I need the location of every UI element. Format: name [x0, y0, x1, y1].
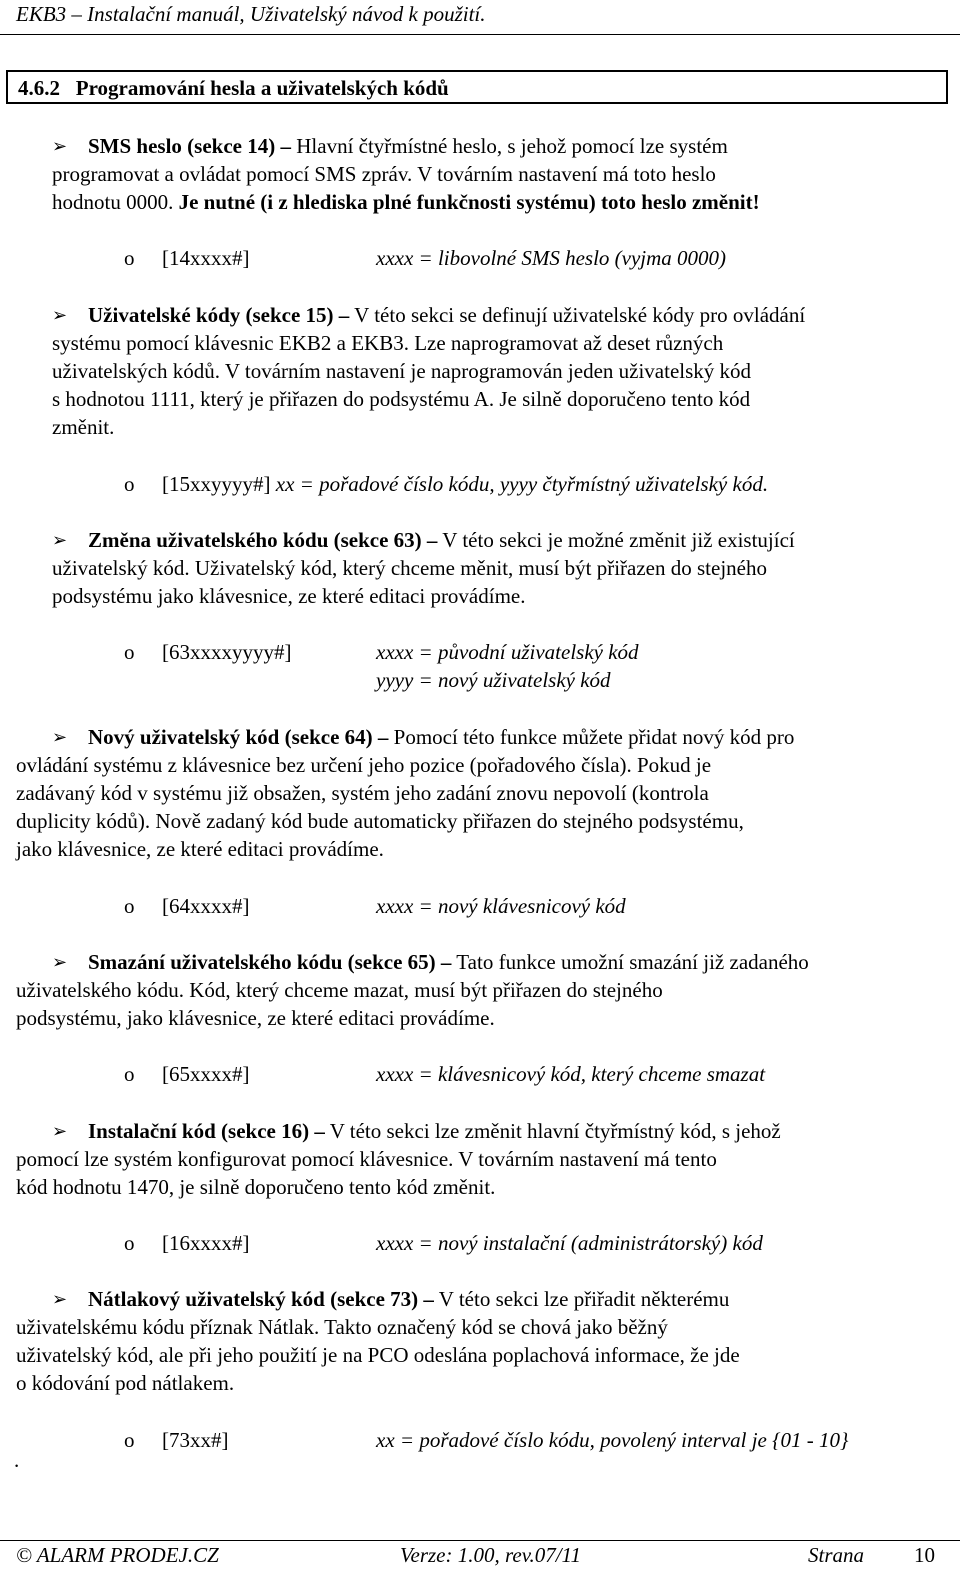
new-code-para-line-5: jako klávesnice, ze které editaci provádíme.	[16, 837, 384, 861]
section-title-text: Programování hesla a uživatelských kódů	[75, 76, 449, 100]
duress-code-command-description: xx = pořadové číslo kódu, povolený interval je {01 - 10}	[376, 1428, 849, 1452]
duress-code-para-line-1: Nátlakový uživatelský kód (sekce 73) – V této sekci lze přiřadit některému	[88, 1287, 730, 1311]
duress-code-para-line-3: uživatelský kód, ale při jeho použití je na PCO odeslána poplachová informace, že jde	[16, 1343, 740, 1367]
circle-bullet-icon: o	[124, 640, 135, 664]
circle-bullet-icon: o	[124, 1062, 135, 1086]
change-code-description-new: yyyy = nový uživatelský kód	[376, 668, 611, 692]
installer-code-para-line-1: Instalační kód (sekce 16) – V této sekci lze změnit hlavní čtyřmístný kód, s jehož	[88, 1119, 781, 1143]
user-codes-para-line-3: uživatelských kódů. V továrním nastavení je naprogramován jeden uživatelský kód	[52, 359, 752, 383]
user-codes-para-line-4: s hodnotou 1111, který je přiřazen do podsystému A. Je silně doporučeno tento kód	[52, 387, 751, 411]
change-code-para-line-3: podsystému jako klávesnice, ze které editaci provádíme.	[52, 584, 526, 608]
sms-password-para-line-3: hodnotu 0000. Je nutné (i z hlediska plné funkčnosti systému) toto heslo změnit!	[52, 190, 760, 214]
arrow-bullet-icon: ➢	[52, 1289, 68, 1309]
footer-page-label: Strana	[808, 1543, 865, 1567]
header-divider	[0, 34, 960, 35]
sms-password-command-description: xxxx = libovolné SMS heslo (vyjma 0000)	[376, 246, 727, 270]
circle-bullet-icon: o	[124, 246, 135, 270]
user-codes-para-line-1: Uživatelské kódy (sekce 15) – V této sekci se definují uživatelské kódy pro ovládání	[88, 303, 806, 327]
section-heading-box	[6, 70, 948, 104]
delete-code-para-line-3: podsystému, jako klávesnice, ze které editaci provádíme.	[16, 1006, 495, 1030]
footer-copyright: © ALARM PRODEJ.CZ	[16, 1543, 219, 1567]
stray-dot: .	[14, 1448, 20, 1472]
installer-code-para-line-2: pomocí lze systém konfigurovat pomocí klávesnice. V továrním nastavení má tento	[16, 1147, 717, 1171]
new-code-para-line-1: Nový uživatelský kód (sekce 64) – Pomocí této funkce můžete přidat nový kód pro	[88, 725, 795, 749]
arrow-bullet-icon: ➢	[52, 1121, 68, 1141]
duress-code-para-line-2: uživatelskému kódu příznak Nátlak. Takto označený kód se chová jako běžný	[16, 1315, 668, 1339]
circle-bullet-icon: o	[124, 472, 135, 496]
sms-password-command: [14xxxx#]	[162, 246, 250, 270]
change-code-command: [63xxxxyyyy#]	[162, 640, 292, 664]
arrow-bullet-icon: ➢	[52, 727, 68, 747]
change-code-para-line-2: uživatelský kód. Uživatelský kód, který chceme měnit, musí být přiřazen do stejného	[52, 556, 767, 580]
duress-code-command: [73xx#]	[162, 1428, 229, 1452]
new-code-para-line-4: duplicity kódů). Nově zadaný kód bude automaticky přiřazen do stejného podsystému,	[16, 809, 744, 833]
sms-password-para-line-1: SMS heslo (sekce 14) – Hlavní čtyřmístné heslo, s jehož pomocí lze systém	[88, 134, 728, 158]
new-code-para-line-2: ovládání systému z klávesnice bez určení jeho pozice (pořadového čísla). Pokud je	[16, 753, 712, 777]
installer-code-para-line-3: kód hodnotu 1470, je silně doporučeno tento kód změnit.	[16, 1175, 496, 1199]
footer-version: Verze: 1.00, rev.07/11	[400, 1543, 581, 1567]
user-codes-command: [15xxyyyy#]	[162, 472, 271, 496]
arrow-bullet-icon: ➢	[52, 136, 68, 156]
arrow-bullet-icon: ➢	[52, 305, 68, 325]
new-code-command-description: xxxx = nový klávesnicový kód	[376, 894, 626, 918]
change-code-para-line-1: Změna uživatelského kódu (sekce 63) – V této sekci je možné změnit již existující	[88, 528, 795, 552]
new-code-command: [64xxxx#]	[162, 894, 250, 918]
arrow-bullet-icon: ➢	[52, 952, 68, 972]
user-codes-para-line-5: změnit.	[52, 415, 115, 439]
section-heading	[18, 74, 449, 102]
installer-code-command: [16xxxx#]	[162, 1231, 250, 1255]
new-code-para-line-3: zadávaný kód v systému již obsažen, systém jeho zadání znovu nepovolí (kontrola	[16, 781, 709, 805]
delete-code-para-line-2: uživatelského kódu. Kód, který chceme mazat, musí být přiřazen do stejného	[16, 978, 663, 1002]
user-codes-command-line	[162, 470, 768, 498]
document-header-title: EKB3 – Instalační manuál, Uživatelský návod k použití.	[16, 2, 486, 26]
installer-code-command-description: xxxx = nový instalační (administrátorský) kód	[376, 1231, 763, 1255]
sms-password-para-line-2: programovat a ovládat pomocí SMS zpráv. V továrním nastavení má toto heslo	[52, 162, 716, 186]
footer-page-number: 10	[914, 1543, 935, 1567]
user-codes-command-description: xx = pořadové číslo kódu, yyyy čtyřmístný uživatelský kód.	[275, 472, 769, 496]
change-code-description-original: xxxx = původní uživatelský kód	[376, 640, 639, 664]
duress-code-para-line-4: o kódování pod nátlakem.	[16, 1371, 235, 1395]
section-number: 4.6.2	[18, 76, 60, 100]
arrow-bullet-icon: ➢	[52, 530, 68, 550]
circle-bullet-icon: o	[124, 894, 135, 918]
delete-code-command-description: xxxx = klávesnicový kód, který chceme smazat	[376, 1062, 766, 1086]
delete-code-command: [65xxxx#]	[162, 1062, 250, 1086]
circle-bullet-icon: o	[124, 1428, 135, 1452]
circle-bullet-icon: o	[124, 1231, 135, 1255]
delete-code-para-line-1: Smazání uživatelského kódu (sekce 65) – Tato funkce umožní smazání již zadaného	[88, 950, 809, 974]
user-codes-para-line-2: systému pomocí klávesnic EKB2 a EKB3. Lze naprogramovat až deset různých	[52, 331, 724, 355]
